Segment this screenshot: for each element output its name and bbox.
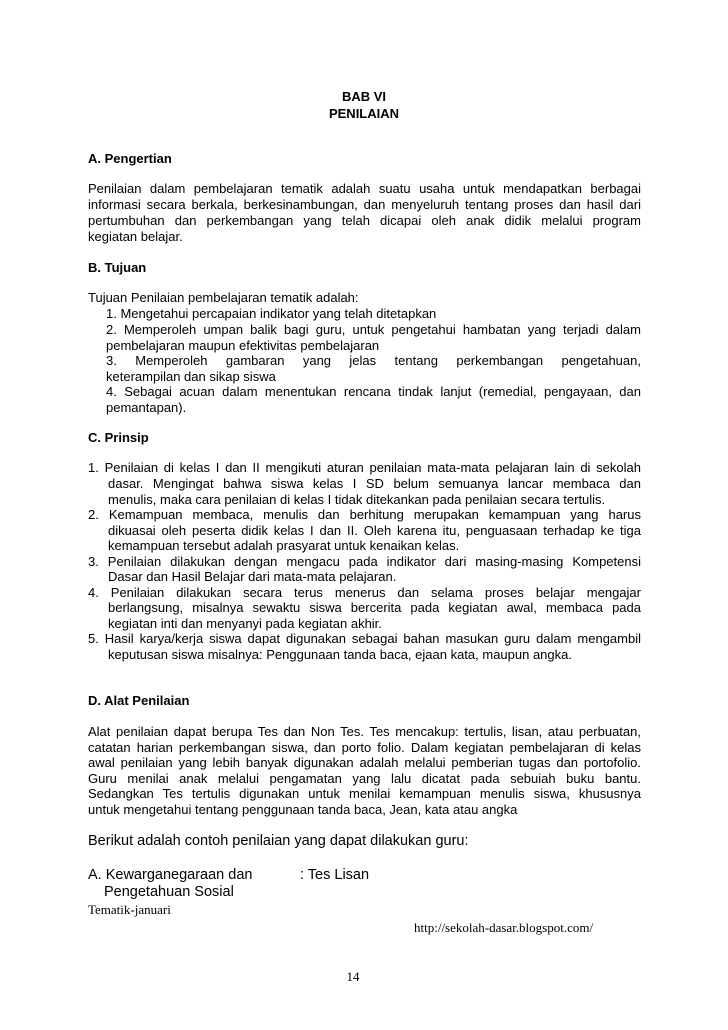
section-a-heading: A. Pengertian [88,151,172,166]
section-d-line: awal penilaian yang lebih banyak digunakan adalah melalui pemberian tugas dan portofolio. [88,755,641,770]
section-b-line: 4. Sebagai acuan dalam menentukan rencana tindak lanjut (remedial, pengayaan, dan [106,384,641,399]
section-c-line: dikuasai oleh peserta didik kelas I dan II. Oleh karena itu, penguasaan terhadap ke tiga [108,523,641,538]
section-b-line: 3. Memperoleh gambaran yang jelas tentang perkembangan pengetahuan, [106,353,641,368]
section-a-line: informasi secara berkala, berkesinambungan, dan menyeluruh tentang proses dan hasil dari [88,197,641,212]
section-b-line: pemantapan). [106,400,187,415]
section-c-line: dasar. Mengingat bahwa siswa kelas I SD belum semuanya lancar membaca dan [108,476,641,491]
section-c-line: berlangsung, misalnya sewaktu siswa bercerita pada kegiatan awal, membaca pada [108,600,641,615]
section-c-line: menulis, maka cara penilaian di kelas I tidak ditekankan pada penilaian secara tertulis. [108,492,606,507]
section-a-line: kegiatan belajar. [88,229,183,244]
section-c-line: 3. Penilaian dilakukan dengan mengacu pada indikator dari masing-masing Kompetensi [88,554,641,569]
section-c-heading: C. Prinsip [88,430,149,445]
section-b-intro: Tujuan Penilaian pembelajaran tematik adalah: [88,290,359,305]
section-d-line: Alat penilaian dapat berupa Tes dan Non Tes. Tes mencakup: tertulis, lisan, atau perbuatan, [88,724,641,739]
footer-url[interactable]: http://sekolah-dasar.blogspot.com/ [414,920,594,935]
section-d-line: catatan harian perkembangan siswa, dan porto folio. Dalam kegiatan pembelajaran di kelas [88,740,641,755]
example-subject-line: A. Kewarganegaraan dan [88,867,253,883]
section-b-heading: B. Tujuan [88,260,147,275]
section-a-line: Penilaian dalam pembelajaran tematik adalah suatu usaha untuk mendapatkan berbagai [88,181,641,196]
chapter-number: BAB VI [341,89,387,104]
chapter-title: PENILAIAN [328,106,400,121]
section-b-line: 1. Mengetahui percapaian indikator yang telah ditetapkan [106,306,437,321]
section-a-line: pertumbuhan dan perkembangan yang telah dicapai oleh anak didik melalui program [88,213,641,228]
section-c-line: 1. Penilaian di kelas I dan II mengikuti aturan penilaian mata-mata pelajaran lain di sekolah [88,460,641,475]
footer-left-text: Tematik-januari [88,902,171,917]
section-c-line: 2. Kemampuan membaca, menulis dan berhitung merupakan kemampuan yang harus [88,507,641,522]
section-c-line: kegiatan inti dan menyanyi pada kegiatan akhir. [108,616,382,631]
section-b-line: pembelajaran maupun efektivitas pembelajaran [106,338,380,353]
section-d-line: untuk mengetahui tentang penggunaan tanda baca, Jean, kata atau angka [88,802,518,817]
section-b-line: 2. Memperoleh umpan balik bagi guru, untuk pengetahui hambatan yang terjadi dalam [106,322,641,337]
section-c-line: kemampuan tersebut adalah prasyarat untuk kenaikan kelas. [108,538,460,553]
section-c-line: 4. Penilaian dilakukan secara terus menerus dan selama proses belajar mengajar [88,585,641,600]
section-b-line: keterampilan dan sikap siswa [106,369,276,384]
section-c-line: 5. Hasil karya/kerja siswa dapat digunakan sebagai bahan masukan guru dalam mengambil [88,631,641,646]
example-subject-line: Pengetahuan Sosial [104,884,234,900]
section-d-line: Guru menilai anak melalui pengamatan yang lalu dicatat pada sebuiah buku bantu. [88,771,641,786]
page-number: 14 [346,969,360,984]
example-intro: Berikut adalah contoh penilaian yang dapat dilakukan guru: [88,833,469,849]
section-d-heading: D. Alat Penilaian [88,693,190,708]
example-method: : Tes Lisan [300,867,370,883]
section-c-line: Dasar dan Hasil Belajar dari mata-mata pelajaran. [108,569,397,584]
section-c-line: keputusan siswa misalnya: Penggunaan tanda baca, ejaan kata, maupun angka. [108,647,572,662]
section-d-line: Sedangkan Tes tertulis digunakan untuk menilai kemampuan menulis siswa, khususnya [88,786,641,801]
